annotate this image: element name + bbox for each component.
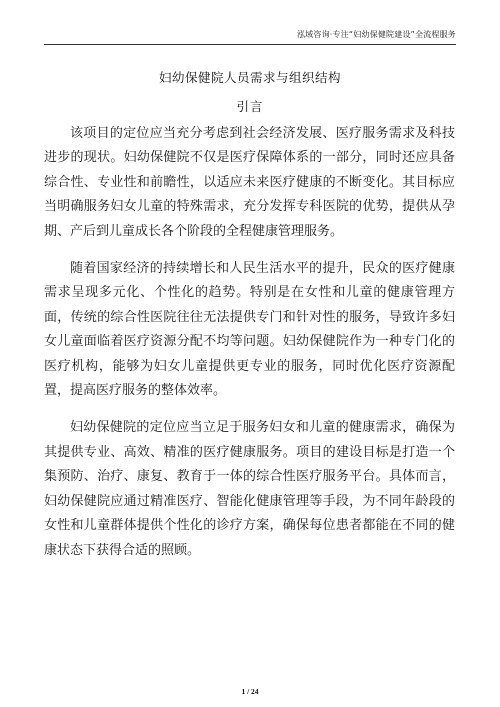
- document-body: [44, 122, 455, 576]
- page-header: 泓域咨询·专注“妇幼保健院建设”全流程服务: [296, 30, 456, 39]
- document-title: 妇幼保健院人员需求与组织结构: [158, 70, 341, 85]
- page-number: 1 / 24: [241, 687, 259, 696]
- paragraph: 随着国家经济的持续增长和人民生活水平的提升，民众的医疗健康需求呈现多元化、个性化的趋势。特别是在女性和儿童的健康管理方面，传统的综合性医院往往无法提供专门和针对性的服务，导致许多妇女儿童面临着医疗资源分配不均等问题。妇幼保健院作为一种专门化的医疗机构，能够为妇女儿童提供更专业的服务，同时优化医疗资源配置，提高医疗服务的整体效率。: [44, 261, 455, 399]
- header-divider: [44, 44, 456, 45]
- section-heading: 引言: [236, 99, 264, 114]
- paragraph: 妇幼保健院的定位应当立足于服务妇女和儿童的健康需求，确保为其提供专业、高效、精准的医疗健康服务。项目的建设目标是打造一个集预防、治疗、康复、教育于一体的综合性医疗服务平台。具体而言，妇幼保健院应通过精准医疗、智能化健康管理等手段，为不同年龄段的女性和儿童群体提供个性化的诊疗方案，确保每位患者都能在不同的健康状态下获得合适的照顾。: [44, 420, 455, 558]
- paragraph: 该项目的定位应当充分考虑到社会经济发展、医疗服务需求及科技进步的现状。妇幼保健院不仅是医疗保障体系的一部分，同时还应具备综合性、专业性和前瞻性，以适应未来医疗健康的不断变化。其目标应当明确服务妇女儿童的特殊需求，充分发挥专科医院的优势，提供从孕期、产后到儿童成长各个阶段的全程健康管理服务。: [44, 126, 455, 239]
